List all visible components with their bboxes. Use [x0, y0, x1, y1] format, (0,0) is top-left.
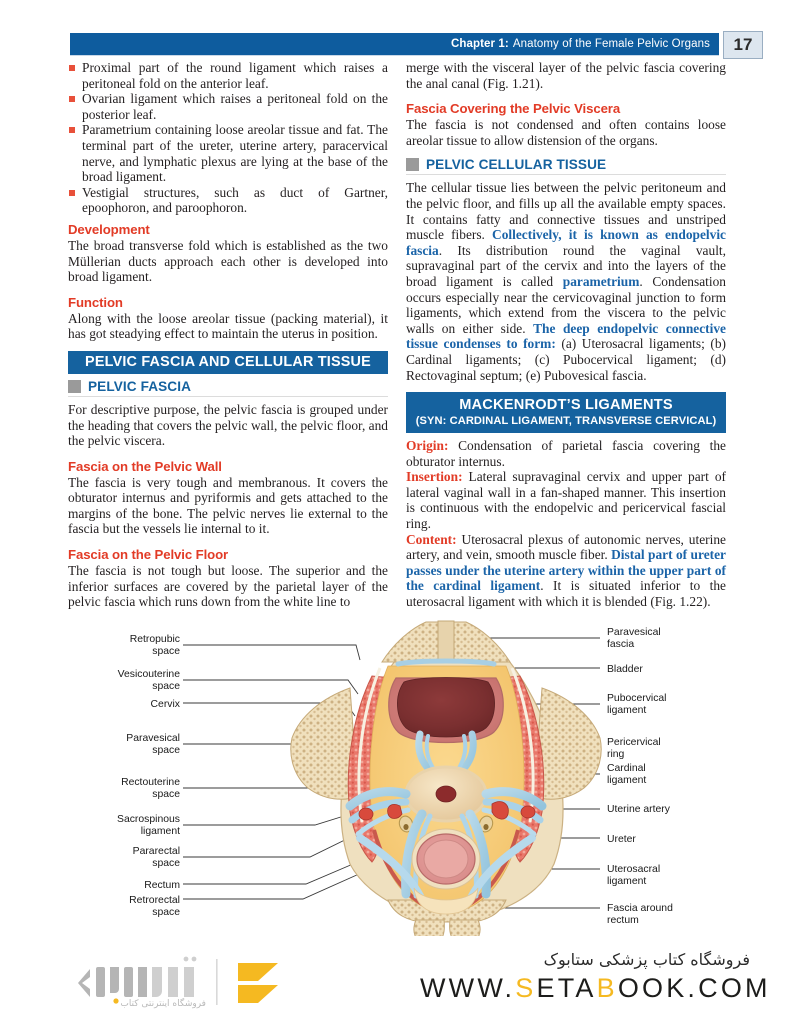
label-pararectal-space-l1: Pararectal	[132, 846, 180, 857]
label-sacrospinous-ligament-l1: Sacrospinous	[117, 814, 180, 825]
label-pubocervical-ligament-l1: Pubocervical	[607, 693, 667, 704]
label-pararectal-space-l2: space	[152, 858, 180, 869]
fascia-intro-text: For descriptive purpose, the pelvic fascia is grouped under the heading that covers the pelvic wall, the pelvic floor, and the pelvic viscera.	[68, 401, 388, 449]
bullet-list	[68, 60, 388, 216]
subsection-label: PELVIC FASCIA	[88, 378, 192, 394]
label-pubocervical-ligament-l2: ligament	[607, 705, 647, 716]
subsection-label: PELVIC CELLULAR TISSUE	[426, 157, 607, 173]
development-text: The broad transverse fold which is established as the two Müllerian ducts approach each other is developed into broad ligament.	[68, 237, 388, 285]
ct-c: . Its distribution round the vaginal vault, supravaginal part of the cervix and into the layers of the broad ligament is called	[406, 242, 726, 289]
coccyx-left	[414, 920, 444, 936]
fascia-floor-text: The fascia is not tough but loose. The superior and the inferior surfaces are covered by the parietal layer of the pelvic fascia which runs down from the white line to	[68, 563, 388, 610]
cervical-canal	[436, 786, 456, 802]
right-column	[406, 60, 726, 610]
label-uterosacral-ligament-l1: Uterosacral	[607, 864, 661, 875]
content-a: Uterosacral plexus of autonomic nerves, uterine artery, and vein, smooth muscle fiber.	[406, 531, 726, 563]
ct-e: . Condensation occurs especially near the cervicovaginal junction to form ligaments, which extend from the viscera to the pelvic walls on either side.	[406, 273, 726, 336]
label-paravesical-space-l2: space	[152, 745, 180, 756]
figure-left-labels	[117, 634, 181, 918]
insertion-paragraph	[406, 469, 726, 531]
website-url	[420, 973, 771, 1004]
label-retropubic-space-l2: space	[152, 646, 180, 657]
logo-caption: فروشگاه اینترنتی کتاب	[120, 999, 206, 1009]
label-fascia-around-rectum-l1: Fascia around	[607, 903, 673, 914]
list-item: Proximal part of the round ligament which raises a peritoneal fold on the anterior leaf.	[68, 60, 388, 91]
subsection-pelvic-cellular-tissue	[406, 157, 726, 175]
label-paravesical-fascia-l2: fascia	[607, 639, 635, 650]
fascia-wall-text: The fascia is very tough and membranous. It covers the obturator internus and pyriformis and gets attached to the margins of the bone. The pelvic nerves lie external to the fascia but the vessels lie internal to it.	[68, 474, 388, 537]
page-number: 17	[723, 31, 763, 59]
content-label: Content:	[406, 531, 457, 547]
persian-title: فروشگاه کتاب پزشکی ستابوک	[543, 950, 750, 969]
rectum-lumen	[424, 840, 468, 878]
label-rectouterine-space-l2: space	[152, 789, 180, 800]
section-bar-pelvic-fascia: PELVIC FASCIA AND CELLULAR TISSUE	[68, 351, 388, 374]
square-marker-icon	[68, 380, 81, 393]
fascia-floor-heading: Fascia on the Pelvic Floor	[68, 547, 229, 563]
footer-watermark	[0, 944, 789, 1021]
function-text: Along with the loose areolar tissue (packing material), it has got steadying effect to maintain the uterus in position.	[68, 310, 388, 342]
label-cervix: Cervix	[150, 699, 180, 710]
mackenrodt-title: MACKENRODT’S LIGAMENTS	[459, 397, 673, 414]
origin-label: Origin:	[406, 438, 449, 454]
label-retrorectal-space-l2: space	[152, 907, 180, 918]
logo-divider	[216, 959, 218, 1005]
ct-a: The cellular tissue lies between the pelvic peritoneum and the pelvic floor, and fills up all the available empty spaces. It contains fatty and connective tissues and unstriped muscle fibers.	[406, 180, 726, 243]
bladder-lumen	[397, 678, 494, 738]
function-heading: Function	[68, 294, 123, 310]
figure-right-labels	[607, 627, 673, 926]
label-uterine-artery: Uterine artery	[607, 804, 670, 815]
subsection-pelvic-fascia	[68, 379, 388, 397]
url-mid: ETA	[536, 973, 597, 1003]
insertion-text: Lateral supravaginal cervix and upper part of lateral vaginal wall in a fan-shaped manner. This insertion is continuous with the endopelvic and pericervical fascial ring.	[406, 469, 726, 532]
continuation-text: merge with the visceral layer of the pelvic fascia covering the anal canal (Fig. 1.21).	[406, 60, 726, 91]
label-rectouterine-space-l1: Rectouterine	[121, 777, 180, 788]
label-retropubic-space-l1: Retropubic	[129, 634, 180, 645]
label-pericervical-ring-l1: Pericervical	[607, 737, 661, 748]
label-cardinal-ligament-l1: Cardinal	[607, 763, 646, 774]
ct-parametrium: parametrium	[562, 273, 640, 289]
origin-text: Condensation of parietal fascia covering the obturator internus.	[406, 438, 726, 469]
label-paravesical-space-l1: Paravesical	[126, 733, 180, 744]
fascia-wall-heading: Fascia on the Pelvic Wall	[68, 458, 222, 474]
url-pre: WWW.	[420, 973, 516, 1003]
square-marker-icon	[406, 158, 419, 171]
mackenrodt-box-header	[406, 392, 726, 433]
chapter-label: Chapter 1:	[450, 38, 509, 50]
ct-condenses-to-form: The deep endopelvic connective tissue condenses to form:	[406, 320, 726, 352]
list-item: Ovarian ligament which raises a peritoneal fold on the posterior leaf.	[68, 91, 388, 122]
label-fascia-around-rectum-l2: rectum	[607, 915, 639, 926]
label-vesicouterine-space-l2: space	[152, 681, 180, 692]
label-retrorectal-space-l1: Retrorectal	[129, 895, 180, 906]
cellular-tissue-text	[406, 180, 726, 383]
symphysis-pubis	[438, 621, 454, 663]
viscera-text: The fascia is not condensed and often contains loose areolar tissue to allow distension of the organs.	[406, 117, 726, 148]
url-s: S	[515, 973, 537, 1003]
origin-paragraph	[406, 438, 726, 469]
label-paravesical-fascia-l1: Paravesical	[607, 627, 661, 638]
left-column	[68, 60, 388, 610]
setabook-logo	[66, 949, 366, 1015]
content-paragraph	[406, 532, 726, 610]
label-cardinal-ligament-l2: ligament	[607, 775, 647, 786]
insertion-label: Insertion:	[406, 469, 463, 485]
label-vesicouterine-space-l1: Vesicouterine	[117, 669, 180, 680]
ct-g: (a) Uterosacral ligaments; (b) Cardinal ligaments; (c) Pubocervical ligament; (d) Rectovaginal septum; (e) Pubovesical fascia.	[406, 336, 726, 383]
chapter-title: Anatomy of the Female Pelvic Organs	[512, 38, 710, 50]
mackenrodt-subtitle: (SYN: CARDINAL LIGAMENT, TRANSVERSE CERVICAL)	[415, 415, 717, 428]
label-bladder: Bladder	[607, 664, 643, 675]
logo-wordmark-icon-2	[152, 957, 196, 997]
url-post: OOK.COM	[617, 973, 771, 1003]
label-uterosacral-ligament-l2: ligament	[607, 876, 647, 887]
url-b: B	[596, 973, 618, 1003]
viscera-heading: Fascia Covering the Pelvic Viscera	[406, 101, 621, 117]
list-item: Parametrium containing loose areolar tissue and fat. The terminal part of the ureter, uterine artery, paracervical nerve, and lymphatic plexus are lying at the base of the broad ligament.	[68, 122, 388, 184]
page-header	[70, 33, 719, 55]
label-pericervical-ring-l2: ring	[607, 749, 625, 760]
label-rectum: Rectum	[144, 880, 180, 891]
development-heading: Development	[68, 221, 150, 237]
label-ureter: Ureter	[607, 834, 636, 845]
coccyx-right	[450, 920, 480, 936]
setabook-url-block	[420, 950, 771, 1004]
content-distal-ureter: Distal part of ureter passes under the uterine artery within the upper part of the cardinal ligament	[406, 547, 726, 594]
list-item: Vestigial structures, such as duct of Gartner, epoophoron, and paroophoron.	[68, 185, 388, 216]
ct-endopelvic-fascia: Collectively, it is known as endopelvic fascia	[406, 227, 726, 258]
label-sacrospinous-ligament-l2: ligament	[140, 826, 180, 837]
pelvic-cross-section-figure	[60, 616, 730, 936]
content-c: . It is situated inferior to the uterosacral ligament with which it is blended (Fig. 1.22).	[406, 578, 726, 610]
